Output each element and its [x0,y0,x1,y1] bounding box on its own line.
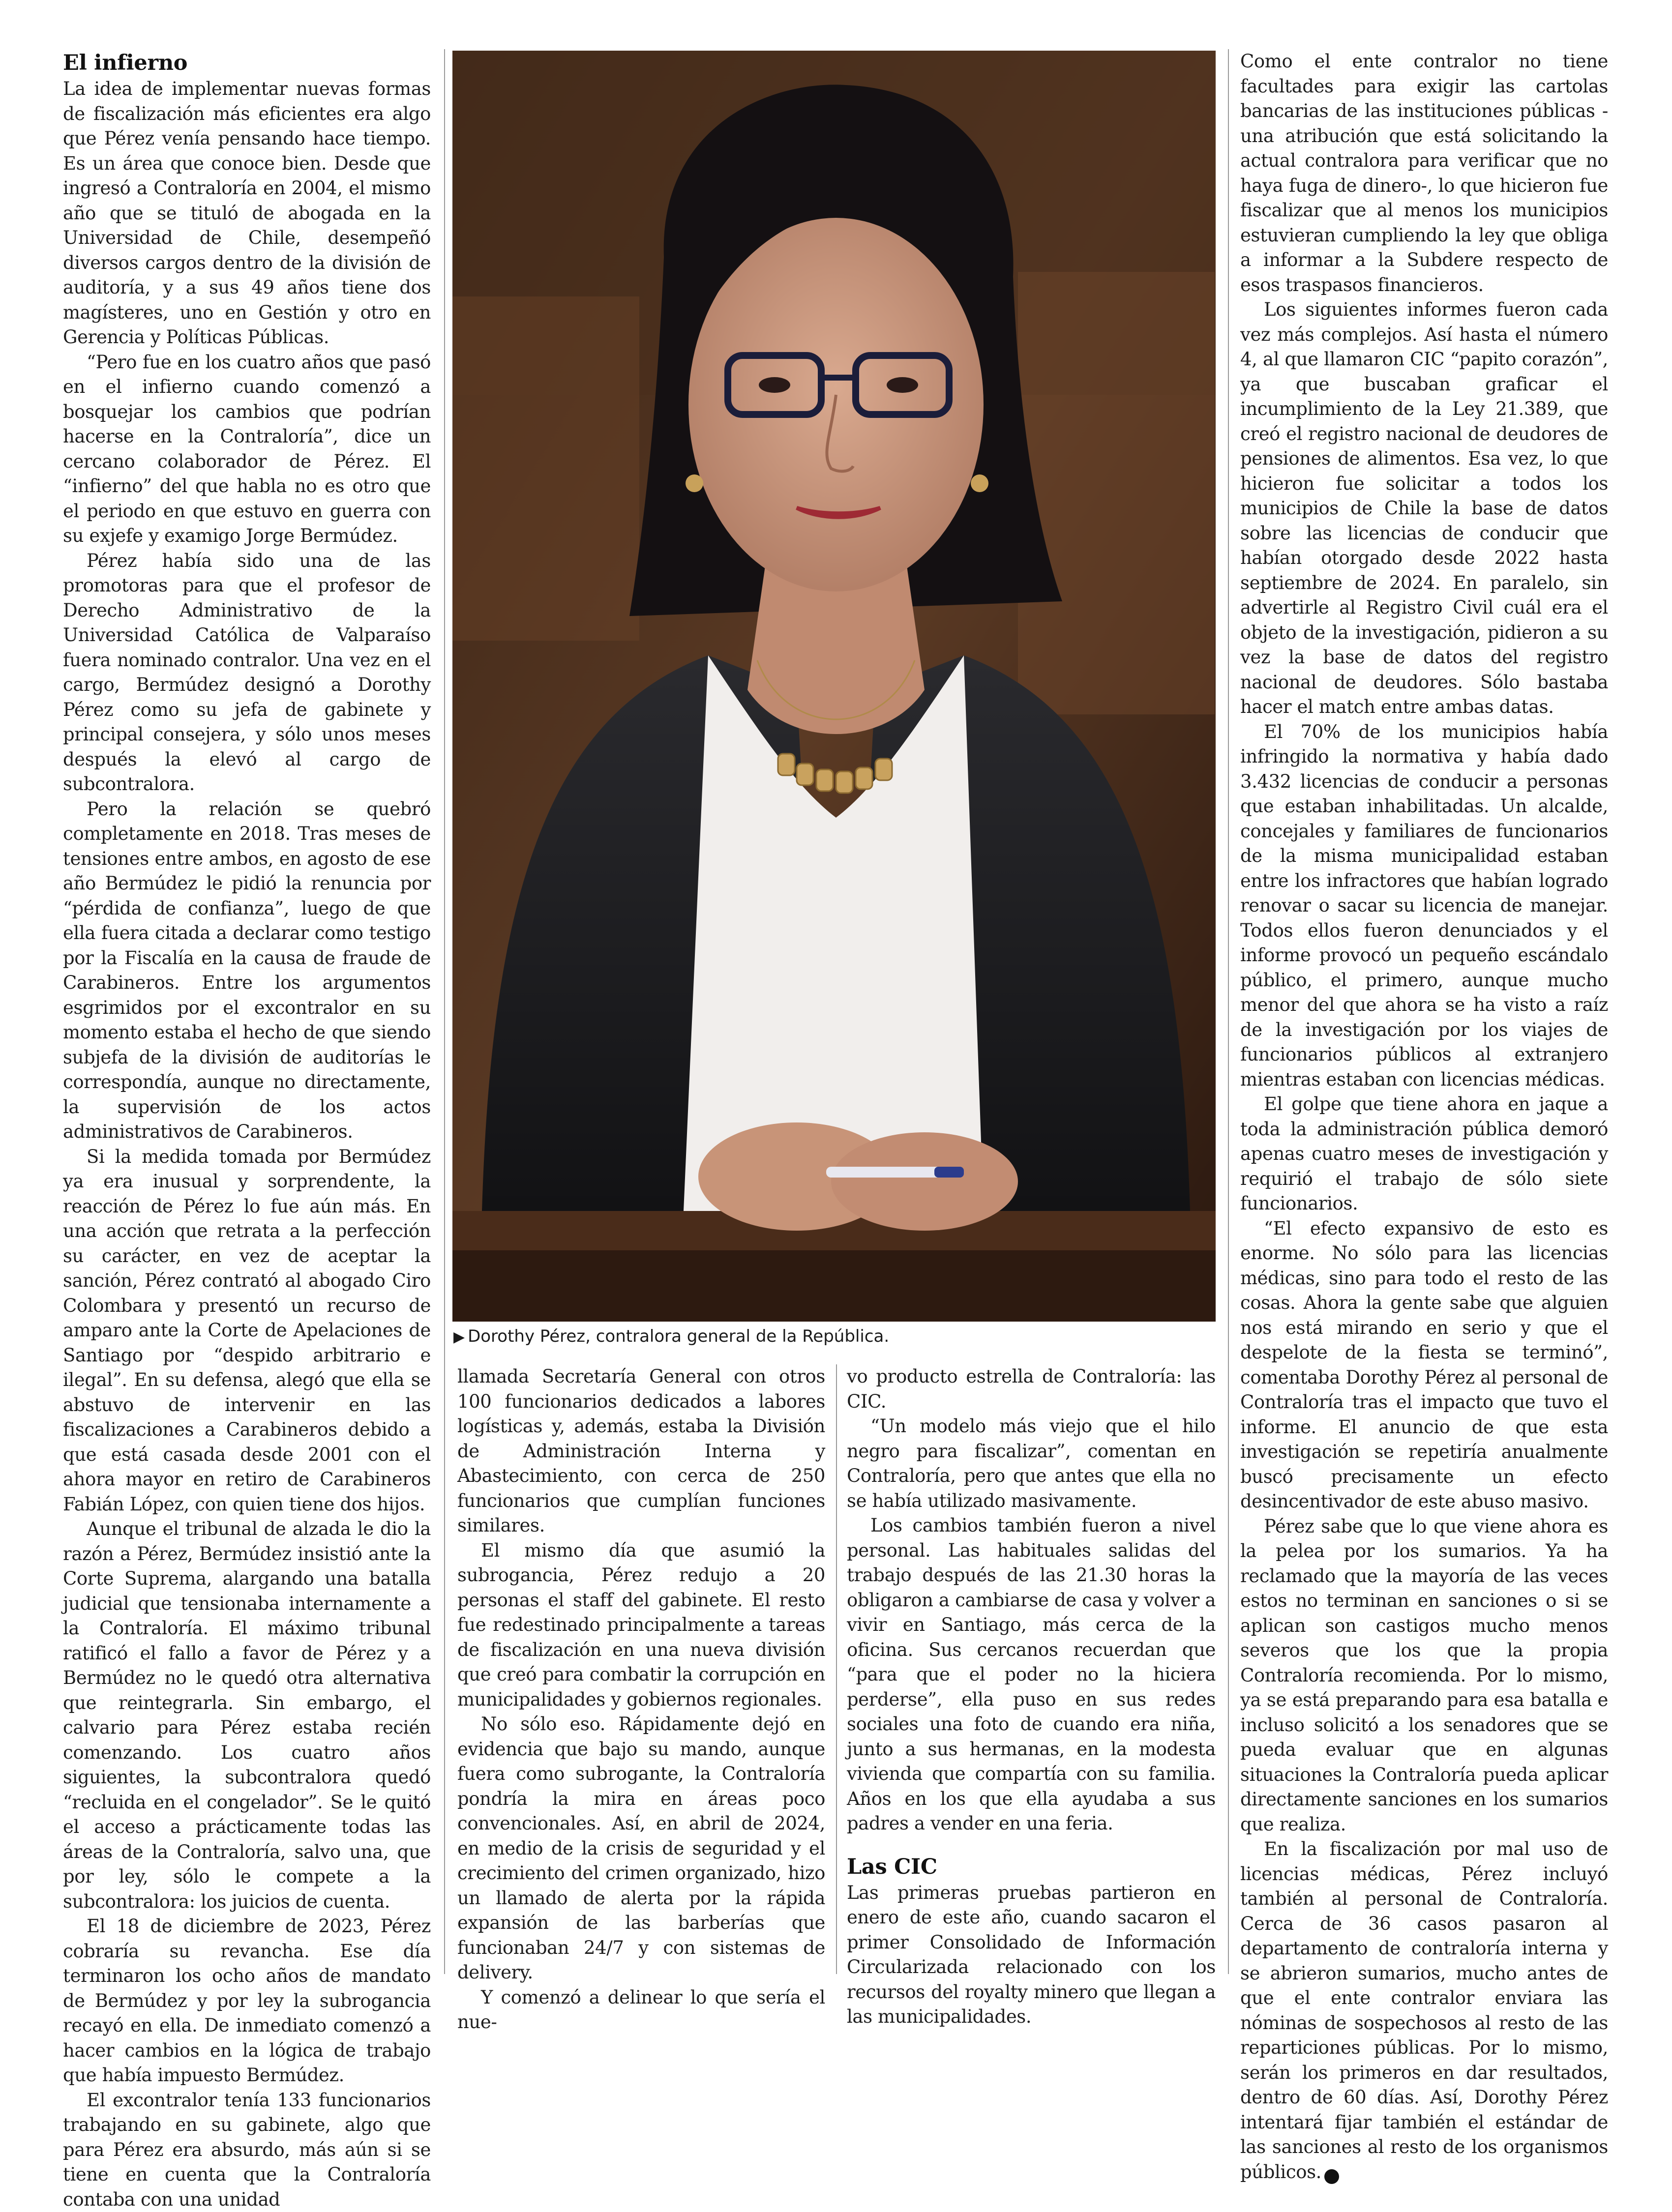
paragraph: “El efecto expansivo de esto es enorme. No sólo para las licencias médicas, sino para todo el resto de las cosas. Ahora la gente sabe que alguien nos está mirando en serio y que el despelote de la fiesta se terminó”, comentaba Dorothy Pérez al personal de Contraloría tras el impacto que tuvo el informe. El anuncio de que esta investigación se repetiría anualmente buscó precisamente un efecto desincentivador de este abuso masivo. [1240,1216,1608,1514]
paragraph: Aunque el tribunal de alzada le dio la razón a Pérez, Bermúdez insistió ante la Corte Suprema, alargando una batalla judicial que tensionaba internamente a la Contraloría. El máximo tribunal ratificó el fallo a favor de Pérez y a Bermúdez no le quedó otra alternativa que reintegrarla. Sin embargo, el calvario para Pérez estaba recién comenzando. Los cuatro años siguientes, la subcontralora quedó “recluida en el congelador”. Se le quitó el acceso a prácticamente todas las áreas de la Contraloría, salvo una, que por ley, sólo le compete a la subcontralora: los juicios de cuenta. [63,1517,431,1914]
paragraph: Las primeras pruebas partieron en enero de este año, cuando sacaron el primer Consolidado de Información Circularizada relacionado con los recursos del royalty minero que llegan a las municipalidades. [847,1881,1216,2030]
portrait-photo [452,51,1216,1322]
paragraph: El mismo día que asumió la subrogancia, Pérez redujo a 20 personas el staff del gabinete. El resto fue redestinado principalmente a tareas de fiscalización en una nueva división que creó para combatir la corrupción en municipalidades y gobiernos regionales. [457,1538,825,1712]
article-column-3 [847,1364,1216,1979]
photo-caption [453,1325,1217,1349]
column-divider [444,49,445,1974]
paragraph: Los siguientes informes fueron cada vez más complejos. Así hasta el número 4, al que llamaron CIC “papito corazón”, ya que buscaban graficar el incumplimiento de la Ley 21.389, que creó el registro nacional de deudores de pensiones de alimentos. Esa vez, lo que hicieron fue solicitar a todos los municipios de Chile la base de datos sobre las licencias de conducir que habían otorgado desde 2022 hasta septiembre de 2024. En paralelo, sin advertirle al Registro Civil cuál era el objeto de la investigación, pidieron a su vez la base de datos del registro nacional de deudores. Sólo bastaba hacer el match entre ambas datas. [1240,297,1608,720]
caption-triangle-icon: ▶ [453,1326,465,1349]
section-heading-el-infierno: El infierno [63,49,431,77]
paragraph: Los cambios también fueron a nivel personal. Las habituales salidas del trabajo después de las 21.30 horas la obligaron a cambiarse de casa y volver a vivir en Santiago, más cerca de la oficina. Sus cercanos recuerdan que “para que el poder no la hiciera perderse”, ella puso en sus redes sociales una foto de cuando era niña, junto a sus hermanas, en la modesta vivienda que compartía con su familia. Años en los que ella ayudaba a sus padres a vender en una feria. [847,1513,1216,1836]
paragraph: “Pero fue en los cuatro años que pasó en el infierno cuando comenzó a bosquejar los cambios que podrían hacerse en la Contraloría”, dice un cercano colaborador de Pérez. El “infierno” del que habla no es otro que el periodo en que estuvo en guerra con su exjefe y examigo Jorge Bermúdez. [63,350,431,549]
paragraph: “Un modelo más viejo que el hilo negro para fiscalizar”, comentan en Contraloría, pero que antes que ella no se había utilizado masivamente. [847,1414,1216,1513]
column-divider [1228,49,1229,1974]
paragraph: El golpe que tiene ahora en jaque a toda la administración pública demoró apenas cuatro meses de investigación y requirió el trabajo de sólo siete funcionarios. [1240,1092,1608,1216]
paragraph: Pero la relación se quebró completamente en 2018. Tras meses de tensiones entre ambos, en agosto de ese año Bermúdez le pidió la renuncia por “pérdida de confianza”, luego de que ella fuera citada a declarar como testigo por la Fiscalía en la causa de fraude de Carabineros. Entre los argumentos esgrimidos por el excontralor en su momento estaba el hecho de que siendo subjefa de la división de auditorías le correspondía, aunque no directamente, la supervisión de los actos administrativos de Carabineros. [63,797,431,1145]
end-mark-icon: ● [1324,2169,1339,2184]
paragraph: El excontralor tenía 133 funcionarios trabajando en su gabinete, algo que para Pérez era absurdo, más aún si se tiene en cuenta que la Contraloría contaba con una unidad [63,2088,431,2212]
paragraph: Pérez había sido una de las promotoras para que el profesor de Derecho Administrativo de la Universidad Católica de Valparaíso fuera nominado contralor. Una vez en el cargo, Bermúdez designó a Dorothy Pérez como su jefa de gabinete y principal consejera, y sólo unos meses después la elevó al cargo de subcontralora. [63,549,431,797]
paragraph-final [1240,1837,1608,2184]
paragraph: La idea de implementar nuevas formas de fiscalización más eficientes era algo que Pérez venía pensando hace tiempo. Es un área que conoce bien. Desde que ingresó a Contraloría en 2004, el mismo año que se tituló de abogada en la Universidad de Chile, desempeñó diversos cargos dentro de la división de auditoría, y a sus 49 años tiene dos magísteres, uno en Gestión y otro en Gerencia y Políticas Públicas. [63,77,431,350]
article-column-2 [457,1364,825,1979]
column-divider [836,1364,837,1974]
paragraph: Y comenzó a delinear lo que sería el nue- [457,1985,825,2035]
paragraph: El 70% de los municipios había infringido la normativa y había dado 3.432 licencias de conducir a personas que estaban inhabilitadas. Un alcalde, concejales y familiares de funcionarios de la misma municipalidad estaban entre los infractores que habían logrado renovar o sacar su licencia de manejar. Todos ellos fueron denunciados y el informe provocó un pequeño escándalo público, el primero, aunque mucho menor del que ahora se ha visto a raíz de la investigación por los viajes de funcionarios públicos al extranjero mientras estaban con licencias médicas. [1240,720,1608,1092]
paragraph: llamada Secretaría General con otros 100 funcionarios dedicados a labores logísticas y, además, estaba la División de Administración Interna y Abastecimiento, con cerca de 250 funcionarios que cumplían funciones similares. [457,1364,825,1538]
paragraph: vo producto estrella de Contraloría: las CIC. [847,1364,1216,1414]
paragraph: Pérez sabe que lo que viene ahora es la pelea por los sumarios. Ya ha reclamado que la mayoría de las veces estos no terminan en sanciones o si se aplican son castigos mucho menos severos que los que la propia Contraloría recomienda. Por lo mismo, ya se está preparando para esa batalla e incluso solicitó a los senadores que se pueda evaluar que en algunas situaciones la Contraloría pueda aplicar directamente sanciones en los sumarios que realiza. [1240,1514,1608,1837]
article-column-4 [1240,49,1608,1967]
paragraph: El 18 de diciembre de 2023, Pérez cobraría su revancha. Ese día terminaron los ocho años de mandato de Bermúdez y por ley la subrogancia recayó en ella. De inmediato comenzó a hacer cambios en la lógica de trabajo que había impuesto Bermúdez. [63,1914,431,2088]
portrait-illustration [452,51,1216,1322]
paragraph: Si la medida tomada por Bermúdez ya era inusual y sorprendente, la reacción de Pérez lo fue aún más. En una acción que retrata a la perfección su carácter, en vez de aceptar la sanción, Pérez contrató al abogado Ciro Colombara y presentó un recurso de amparo ante la Corte de Apelaciones de Santiago por “despido arbitrario e ilegal”. En su defensa, alegó que ella se abstuvo de intervenir en las fiscalizaciones a Carabineros debido a que está casada desde 2001 con el ahora mayor en retiro de Carabineros Fabián López, con quien tiene dos hijos. [63,1145,431,1517]
section-heading-las-cic: Las CIC [847,1853,1216,1881]
paragraph-final-text: En la fiscalización por mal uso de licencias médicas, Pérez incluyó también al personal de Contraloría. Cerca de 36 casos pasaron al departamento de contraloría interna y se abrieron sumarios, mucho antes de que el ente contralor enviara las nóminas de sospechosos al resto de las reparticiones públicas. Por lo mismo, serán los primeros en dar resultados, dentro de 60 días. Así, Dorothy Pérez intentará fijar también el estándar de las sanciones al resto de los organismos públicos. [1240,1838,1608,2183]
paragraph: Como el ente contralor no tiene facultades para exigir las cartolas bancarias de las instituciones públicas -una atribución que está solicitando la actual contralora para verificar que no haya fuga de dinero-, lo que hicieron fue fiscalizar que al menos los municipios estuvieran cumpliendo la ley que obliga a informar a la Subdere respecto de esos traspasos financieros. [1240,49,1608,297]
caption-text: Dorothy Pérez, contralora general de la República. [468,1327,889,1346]
paragraph: No sólo eso. Rápidamente dejó en evidencia que bajo su mando, aunque fuera como subrogante, la Contraloría pondría la mira en áreas poco convencionales. Así, en abril de 2024, en medio de la crisis de seguridad y el crecimiento del crimen organizado, hizo un llamado de alerta por la rápida expansión de las barberías que funcionaban 24/7 y con sistemas de delivery. [457,1712,825,1985]
article-column-1 [63,49,431,1967]
